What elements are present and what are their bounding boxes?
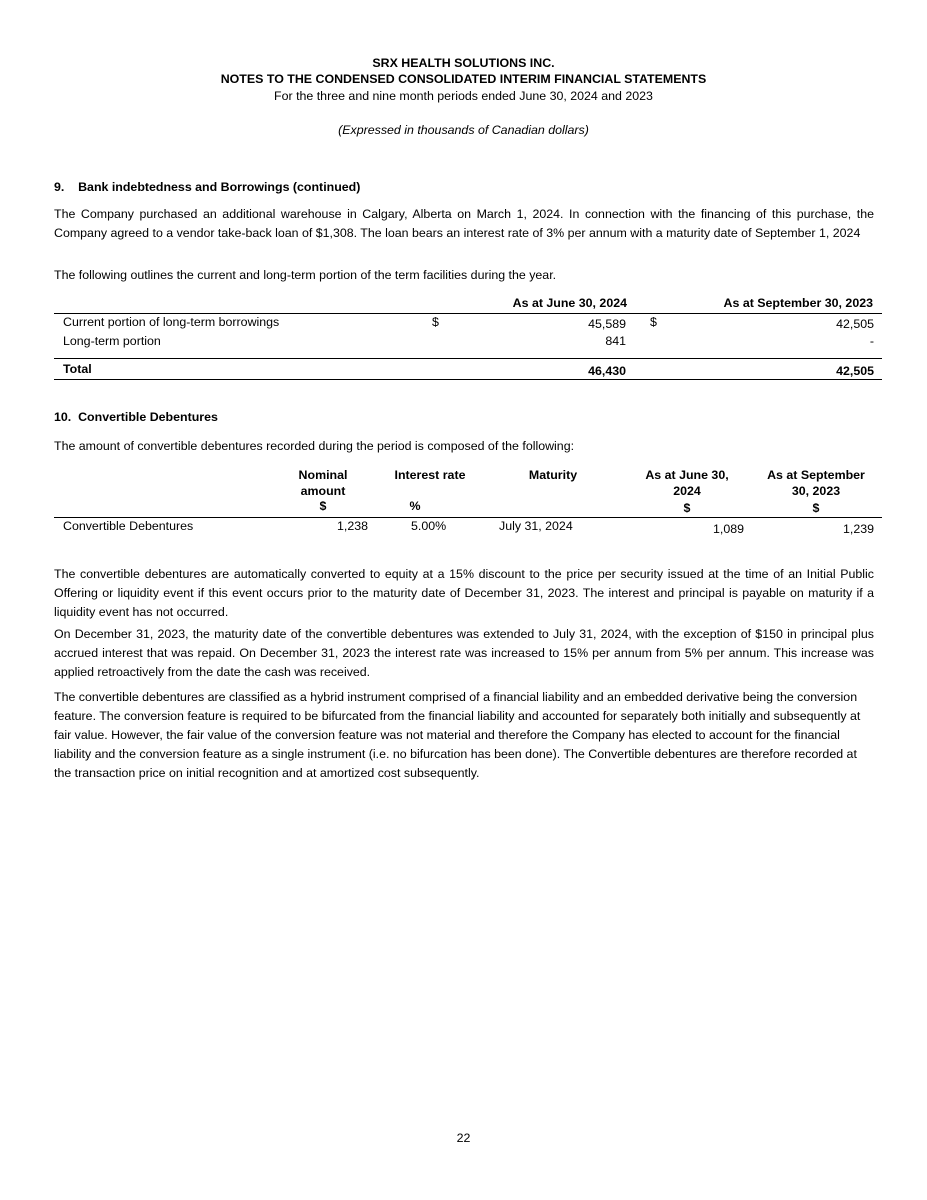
header-september-2023: As at September xyxy=(767,468,865,482)
value-june-2024: 841 xyxy=(605,334,626,348)
nominal-amount: 1,238 xyxy=(336,519,368,533)
header-maturity: Maturity xyxy=(528,468,578,482)
section-10-paragraph-3: The convertible debentures are classified as a hybrid instrument comprised of a financial liability and an embedded derivative being the conversion feature. The conversion feature is required to be bifurcated from the financial liability and accounted for separately both initially and subsequently at fair value. However, the fair value of the conversion feature was not material and therefore the Company has elected to account for the financial liability and the conversion feature as a single instrument (i.e. no bifurcation has been done). The Convertible debentures are therefore recorded at the transaction price on initial recognition and at amortized cost subsequently. xyxy=(54,690,861,780)
header-june-2024-2: 2024 xyxy=(673,484,701,498)
header-june-2024-unit: $ xyxy=(683,501,691,515)
interest-rate: 5.00% xyxy=(411,519,447,533)
header-interest-rate-unit: % xyxy=(409,499,421,513)
total-divider-bottom xyxy=(54,379,882,380)
currency-note: (Expressed in thousands of Canadian dollars) xyxy=(338,123,589,137)
section-10-paragraph-2: On December 31, 2023, the maturity date of the convertible debentures was extended to July 31, 2024, with the exception of $150 in principal plus accrued interest that was repaid. On December 31, 2023 the interest rate was increased to 15% per annum from 5% per annum. This increase was applied retroactively from the date the cash was received. xyxy=(54,627,874,679)
row-label: Convertible Debentures xyxy=(63,519,194,533)
maturity-date: July 31, 2024 xyxy=(499,519,573,533)
total-september-2023: 42,505 xyxy=(836,364,874,378)
column-header-june-2024: As at June 30, 2024 xyxy=(512,296,627,310)
period-line: For the three and nine month periods ended June 30, 2024 and 2023 xyxy=(274,89,653,103)
total-june-2024: 46,430 xyxy=(588,364,626,378)
section-10-intro: The amount of convertible debentures recorded during the period is composed of the following: xyxy=(54,439,575,453)
value-september-2023: - xyxy=(869,334,874,348)
header-nominal-2: amount xyxy=(300,484,346,498)
header-september-2023-2: 30, 2023 xyxy=(791,484,841,498)
section-9-heading: 9. Bank indebtedness and Borrowings (continued) xyxy=(54,180,361,194)
page-number: 22 xyxy=(456,1131,471,1145)
total-divider-top xyxy=(54,358,882,359)
document-title: NOTES TO THE CONDENSED CONSOLIDATED INTERIM FINANCIAL STATEMENTS xyxy=(220,72,707,86)
section-9-paragraph-2: The following outlines the current and long-term portion of the term facilities during the year. xyxy=(54,268,557,282)
total-label: Total xyxy=(63,362,92,376)
section-10-heading: 10. Convertible Debentures xyxy=(54,410,218,424)
value-september-2023: 1,239 xyxy=(842,522,874,536)
section-9-paragraph-1: The Company purchased an additional warehouse in Calgary, Alberta on March 1, 2024. In connection with the financing of this purchase, the Company agreed to a vendor take-back loan of $1,308. The loan bears an interest rate of 3% per annum with a maturity date of September 1, 2024 xyxy=(54,207,874,240)
currency-symbol: $ xyxy=(432,315,439,329)
header-nominal: Nominal xyxy=(298,468,348,482)
section-10-paragraph-1: The convertible debentures are automatically converted to equity at a 15% discount to the price per security issued at the time of an Initial Public Offering or liquidity event if this event occurs prior to the maturity date of December 31, 2023. The interest and principal is payable on maturity if a liquidity event has not occurred. xyxy=(54,567,874,619)
header-september-2023-unit: $ xyxy=(812,501,820,515)
header-interest-rate: Interest rate xyxy=(394,468,466,482)
company-name: SRX HEALTH SOLUTIONS INC. xyxy=(372,56,555,70)
row-label: Long-term portion xyxy=(63,334,161,348)
value-june-2024: 1,089 xyxy=(712,522,744,536)
currency-symbol: $ xyxy=(650,315,657,329)
row-label: Current portion of long-term borrowings xyxy=(63,315,280,329)
header-june-2024: As at June 30, xyxy=(645,468,729,482)
header-nominal-unit: $ xyxy=(319,499,327,513)
column-header-september-2023: As at September 30, 2023 xyxy=(723,296,873,310)
value-june-2024: 45,589 xyxy=(588,317,626,331)
value-september-2023: 42,505 xyxy=(836,317,874,331)
